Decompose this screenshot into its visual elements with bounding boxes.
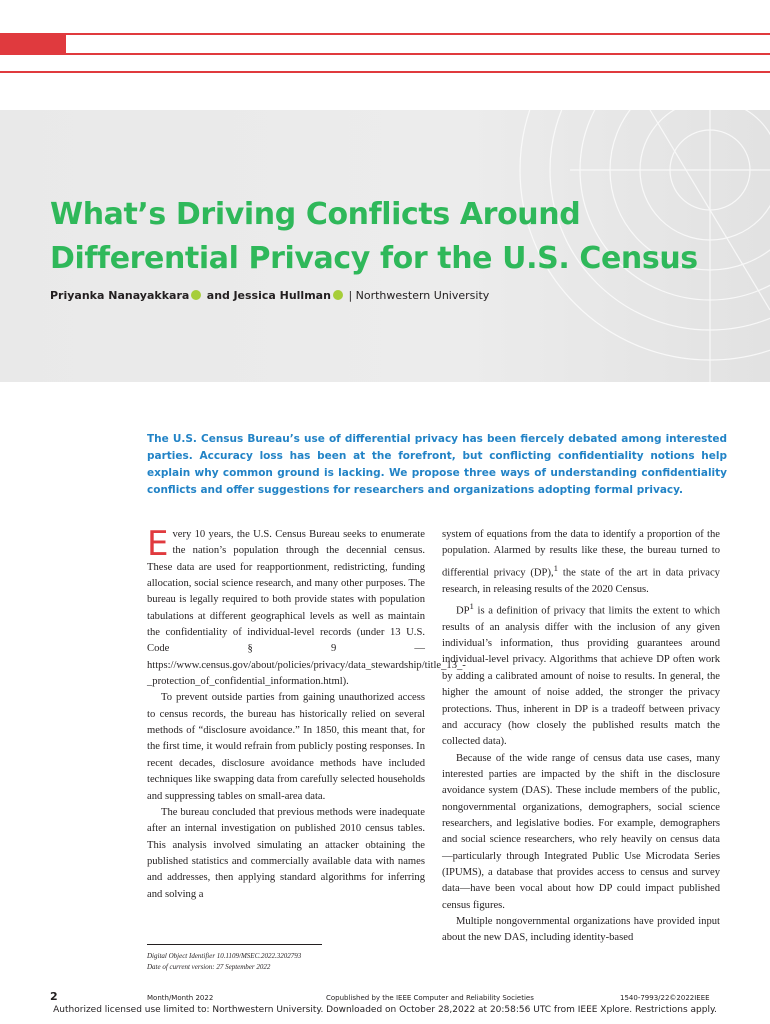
- body-paragraph: Every 10 years, the U.S. Census Bureau seeks to enumerate the nation’s population through the decennial census. These data are used for reapportionment, redistricting, funding allocation, social science research, and many other purposes. The bureau is legally required to both provide states with population tabulations at different geographical levels as well as maintain the confidentiality of individual-level records (under 13 U.S. Code § 9 —https://www.census.gov/about/policies/privacy/data_stewardship/title_13_-_protection_of_confidential_information.html).: [147, 524, 466, 688]
- body-paragraph: The bureau concluded that previous methods were inadequate after an internal investigation on published 2010 census tables. This analysis involved simulating an attacker obtaining the published statistics and commercially available data with names and addresses, then applying standard algorithms for inferring and solving a: [147, 806, 425, 900]
- version-date-line: Date of current version: 27 September 2022: [147, 963, 271, 971]
- body-column-right: [442, 527, 720, 947]
- byline-and: and: [206, 289, 230, 302]
- body-paragraph: system of equations from the data to identify a proportion of the population. Alarmed by results like these, the bureau turned to differential privacy (DP),$^1$ the state of the art in data privacy research, in releasing results of the 2020 Census.: [442, 529, 720, 595]
- body-paragraph: $DP^1$ is a definition of privacy that limits the extent to which results of an analysis differ with the inclusion of any given individual’s information, thus providing guarantees around individual-level privacy. Algorithms that achieve DP often work by adding a calibrated amount of noise to results. In general, the higher the amount of noise added, the stronger the privacy protections. Thus, inherent in DP is a tradeoff between privacy and accuracy (how closely the published results match the collected data).: [442, 600, 720, 748]
- drop-cap: E: [147, 524, 169, 564]
- author-name: Jessica Hullman: [233, 289, 331, 302]
- page-number: 2: [50, 990, 58, 1003]
- header-red-block: [0, 33, 66, 53]
- footnote: [147, 951, 427, 973]
- body-column-left: [147, 524, 466, 903]
- footnote-rule: [147, 944, 322, 945]
- orcid-icon[interactable]: [333, 290, 343, 300]
- reference-marker[interactable]: 1: [469, 600, 474, 611]
- author-name: Priyanka Nanayakkara: [50, 289, 190, 302]
- footer-publisher: Copublished by the IEEE Computer and Reliability Societies: [326, 994, 534, 1002]
- body-paragraph: Because of the wide range of census data use cases, many interested parties are impacted by the shift in the disclosure avoidance system (DAS). These include members of the public, nongovernmental organizations, demographers, social science researchers, and legislative bodies. For example, demographers and social science researchers, who rely heavily on census data—particularly through Integrated Public Use Microdata Series (IPUMS), a database that provides access to census and survey data—have been vocal about how DP could impact published census figures.: [442, 752, 720, 911]
- header-rule-middle: [0, 53, 770, 55]
- abstract: The U.S. Census Bureau’s use of differential privacy has been fiercely debated among interested parties. Accuracy loss has been at the forefront, but conflicting confidentiality notions help explain why common ground is lacking. We propose three ways of understanding confidentiality conflicts and offer suggestions for researchers and organizations adopting formal privacy.: [147, 433, 727, 496]
- article-title: What’s Driving Conflicts Around Differential Privacy for the U.S. Census: [50, 197, 698, 276]
- byline: [50, 289, 730, 302]
- doi-line: Digital Object Identifier 10.1109/MSEC.2022.3202793: [147, 952, 302, 960]
- body-paragraph: To prevent outside parties from gaining unauthorized access to census records, the bureau has historically relied on several methods of “disclosure avoidance.” In 1850, this meant that, for the first time, it would refrain from publicly posting responses. In recent decades, disclosure avoidance methods have included techniques like swapping data from carefully selected households and suppressing tables on small-area data.: [147, 692, 425, 802]
- header-rule-bottom: [0, 71, 770, 73]
- body-paragraph: Multiple nongovernmental organizations have provided input about the new DAS, including identity-based: [442, 915, 720, 944]
- reference-marker[interactable]: 1: [553, 562, 559, 573]
- footer-issn: 1540-7993/22©2022IEEE: [620, 994, 710, 1002]
- affiliation: | Northwestern University: [348, 289, 490, 302]
- header-rule-top: [66, 33, 770, 35]
- footer-issue-date: Month/Month 2022: [147, 994, 214, 1002]
- orcid-icon[interactable]: [191, 290, 201, 300]
- license-notice: Authorized licensed use limited to: Northwestern University. Downloaded on October 28,2022 at 20:58:56 UTC from IEEE Xplore. Restrictions apply.: [53, 1005, 717, 1015]
